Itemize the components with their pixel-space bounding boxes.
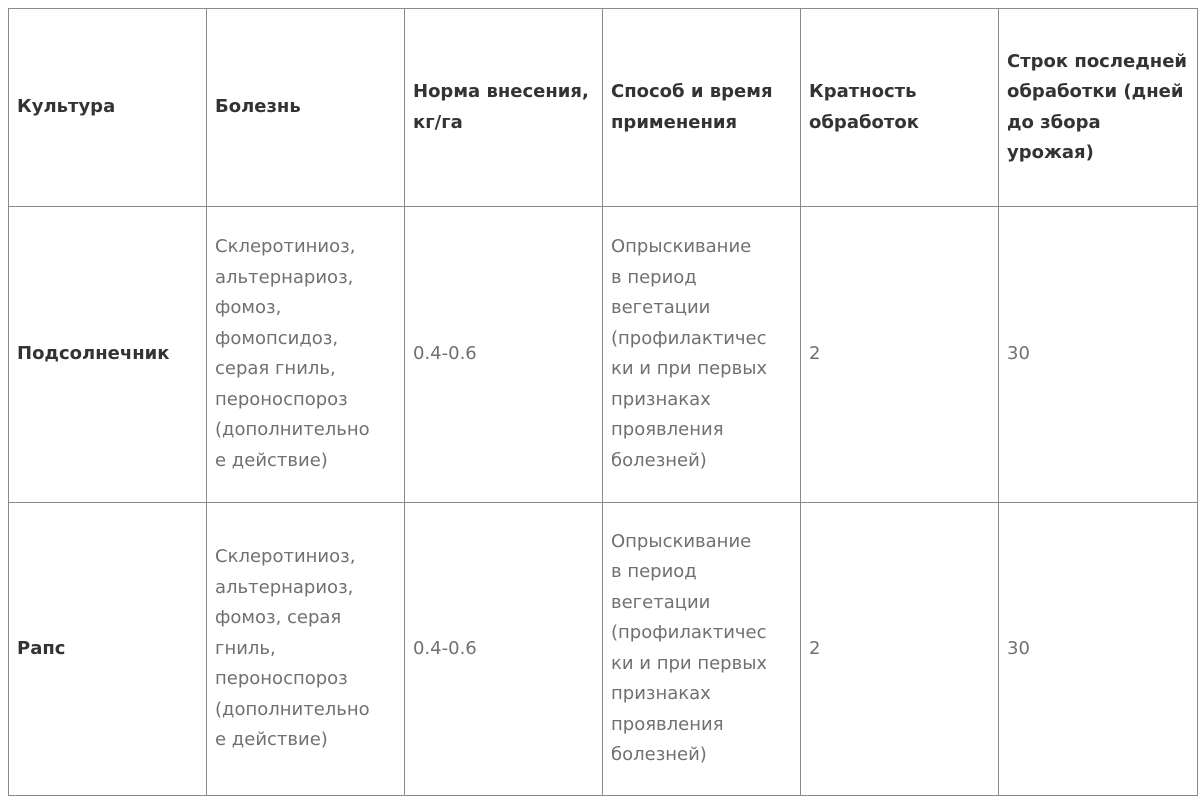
cell-disease-line: альтернариоз, — [215, 266, 354, 288]
cell-disease-line: гниль, — [215, 637, 276, 659]
cell-disease-line: фомоз, серая — [215, 607, 342, 629]
cell-method-line: болезней) — [611, 744, 707, 766]
cell-method-line: ки и при первых — [611, 358, 768, 380]
cell-multiplicity: 2 — [801, 207, 999, 502]
cell-method-line: Опрыскивание — [611, 530, 752, 552]
cell-method-line: (профилактичес — [611, 327, 767, 349]
cell-method-line: в период — [611, 266, 697, 288]
cell-last-treatment: 30 — [999, 207, 1198, 502]
table-header-row — [9, 9, 1198, 207]
cell-crop: Подсолнечник — [9, 207, 207, 502]
cell-method-line: признаках — [611, 683, 711, 705]
cell-crop: Рапс — [9, 502, 207, 795]
cell-method-line: Опрыскивание — [611, 236, 752, 258]
cell-method — [603, 207, 801, 502]
cell-multiplicity: 2 — [801, 502, 999, 795]
cell-method-line: вегетации — [611, 297, 711, 319]
cell-disease-line: Склеротиниоз, — [215, 546, 356, 568]
cell-disease-line: е действие) — [215, 729, 328, 751]
table-row — [9, 502, 1198, 795]
cell-rate: 0.4-0.6 — [405, 502, 603, 795]
cell-method-line: в период — [611, 561, 697, 583]
cell-disease-line: Склеротиниоз, — [215, 236, 356, 258]
cell-disease-line: фомопсидоз, — [215, 327, 339, 349]
application-table — [8, 8, 1198, 796]
cell-disease-line: пероноспороз — [215, 388, 348, 410]
cell-disease — [207, 502, 405, 795]
cell-disease-line: е действие) — [215, 449, 328, 471]
cell-disease-line: (дополнительно — [215, 698, 370, 720]
header-crop: Культура — [9, 9, 207, 207]
header-multiplicity: Кратность обработок — [801, 9, 999, 207]
cell-disease-line: (дополнительно — [215, 419, 370, 441]
header-last-treatment: Строк последней обработки (дней до збора урожая) — [999, 9, 1198, 207]
cell-method-line: вегетации — [611, 591, 711, 613]
cell-disease-line: фомоз, — [215, 297, 282, 319]
table-row — [9, 207, 1198, 502]
header-method: Способ и время применения — [603, 9, 801, 207]
cell-method-line: признаках — [611, 388, 711, 410]
cell-method-line: проявления — [611, 419, 724, 441]
cell-disease-line: серая гниль, — [215, 358, 336, 380]
cell-method-line: болезней) — [611, 449, 707, 471]
cell-last-treatment: 30 — [999, 502, 1198, 795]
cell-method-line: проявления — [611, 713, 724, 735]
header-disease: Болезнь — [207, 9, 405, 207]
header-rate: Норма внесения, кг/га — [405, 9, 603, 207]
cell-method-line: ки и при первых — [611, 652, 768, 674]
cell-rate: 0.4-0.6 — [405, 207, 603, 502]
cell-method — [603, 502, 801, 795]
cell-disease-line: пероноспороз — [215, 668, 348, 690]
cell-method-line: (профилактичес — [611, 622, 767, 644]
cell-disease — [207, 207, 405, 502]
cell-disease-line: альтернариоз, — [215, 576, 354, 598]
